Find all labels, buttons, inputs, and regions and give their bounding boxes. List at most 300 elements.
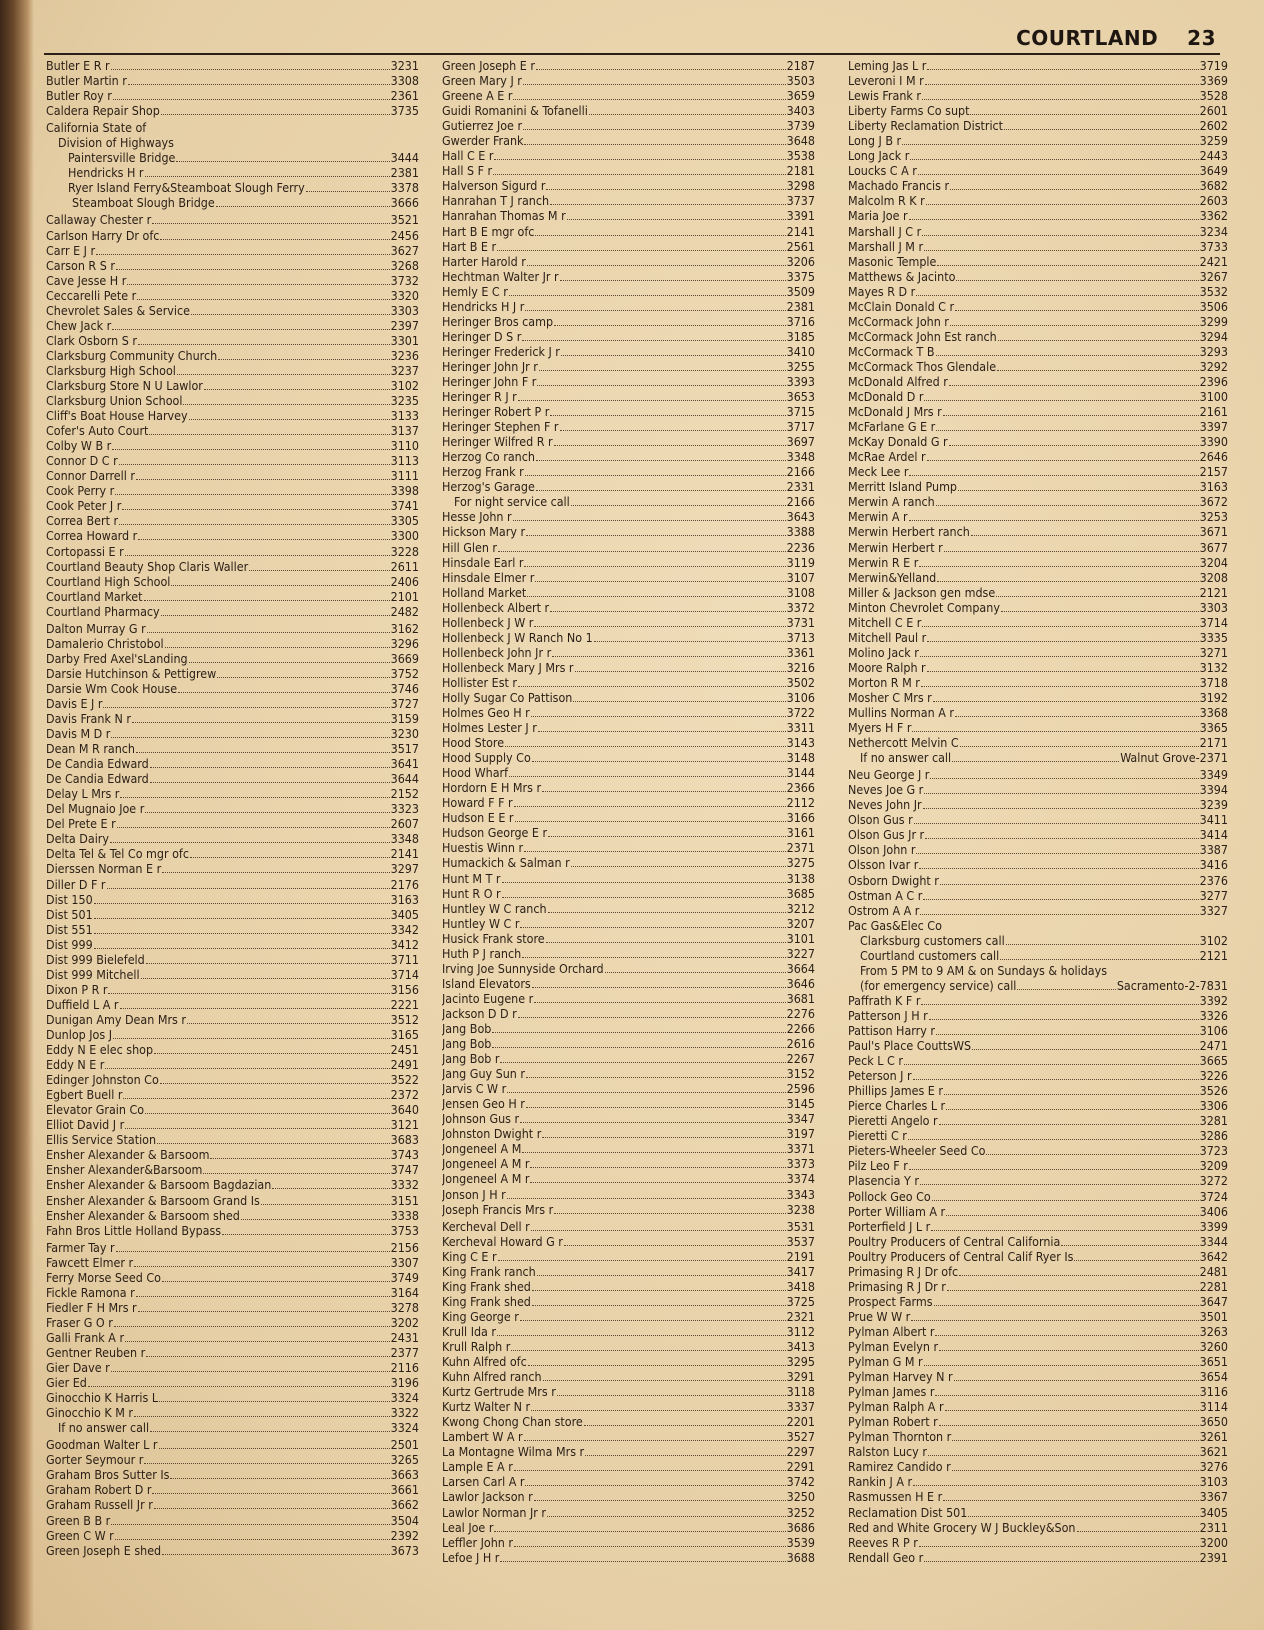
listing-name: Pattison Harry r (848, 1023, 935, 1038)
listing-number: 3749 (390, 1269, 419, 1285)
listing-name: Primasing R J Dr r (848, 1278, 946, 1294)
leader-dots (921, 676, 1199, 687)
listing-name: Morton R M r (848, 674, 920, 690)
listing-name: Dist 999 Mitchell (46, 966, 140, 982)
listing-number: 2112 (786, 795, 815, 811)
leader-dots (909, 209, 1199, 220)
listing-name: Moore Ralph r (848, 659, 926, 675)
listing-number: 3335 (1199, 629, 1228, 645)
listing-name: Kwong Chong Chan store (442, 1414, 583, 1430)
listing-name: Ensher Alexander & Barsoom (46, 1147, 210, 1163)
listing-row (46, 922, 419, 937)
leader-dots (217, 667, 389, 678)
listing-row (442, 1520, 815, 1535)
listing-number: 3295 (786, 1354, 815, 1370)
leader-dots (567, 209, 786, 220)
listing-row (442, 1126, 815, 1141)
listing-number: 3683 (390, 1132, 419, 1148)
listing-name: Goodman Walter L r (46, 1437, 158, 1453)
listing-row (46, 1543, 419, 1558)
listing-name: King George r (442, 1308, 519, 1324)
listing-row (46, 1027, 419, 1042)
listing-row (848, 705, 1228, 720)
listing-name: Cliff's Boat House Harvey (46, 408, 188, 424)
listing-row (442, 118, 815, 133)
leader-dots (120, 998, 390, 1009)
listing-row (442, 314, 815, 329)
listing-name: Pylman James r (848, 1384, 935, 1400)
listing-row (848, 1008, 1228, 1023)
listing-row (46, 681, 419, 696)
listing-row (46, 1315, 419, 1330)
leader-dots (554, 435, 786, 446)
listing-row (442, 1066, 815, 1081)
listing-number: 3731 (786, 614, 815, 630)
listing-number: 3641 (390, 756, 419, 772)
listing-number: 3390 (1199, 434, 1228, 450)
leader-dots (111, 727, 389, 738)
listing-number: 3722 (786, 705, 815, 721)
listing-name: Green B B r (46, 1512, 111, 1528)
leader-dots (116, 259, 390, 270)
listing-name: Davis E J r (46, 695, 103, 711)
listing-row (442, 404, 815, 419)
listing-name: Dean M R ranch (46, 741, 135, 757)
listing-row (442, 1444, 815, 1459)
listing-number: 3226 (1199, 1068, 1228, 1084)
listing-row (442, 810, 815, 825)
listing-row (46, 771, 419, 786)
leader-dots (165, 637, 390, 648)
listing-number: 3113 (390, 453, 419, 469)
listing-number: 3272 (1199, 1173, 1228, 1189)
listing-row (442, 434, 815, 449)
leader-dots (204, 379, 390, 390)
listing-number: 2276 (786, 1005, 815, 1021)
listing-row (46, 1042, 419, 1057)
listing-row (46, 1012, 419, 1027)
listing-row (848, 827, 1228, 842)
listing-name: Del Prete E r (46, 816, 116, 832)
leader-dots (955, 706, 1199, 717)
leader-dots (913, 1475, 1199, 1486)
leader-dots (560, 270, 786, 281)
listing-number: 3501 (1199, 1308, 1228, 1324)
listing-number: 3281 (1199, 1113, 1228, 1129)
listing-row (46, 483, 419, 498)
listing-name: Hart B E r (442, 238, 497, 254)
listing-name: Gorter Seymour r (46, 1452, 144, 1468)
listing-number: 3342 (390, 921, 419, 937)
leader-dots (502, 872, 786, 883)
listing-row (848, 118, 1228, 133)
listing-row (46, 1240, 419, 1255)
leader-dots (103, 697, 389, 708)
listing-number: 3267 (1199, 268, 1228, 284)
listing-row (46, 1117, 419, 1132)
listing-row (848, 1204, 1228, 1219)
leader-dots (605, 962, 786, 973)
listing-name: Hickson Mary r (442, 524, 526, 540)
listing-number: 3663 (390, 1467, 419, 1483)
listing-row (442, 1036, 815, 1051)
listing-name: Hesse John r (442, 509, 512, 525)
listing-number: 3107 (786, 569, 815, 585)
listing-number: 2166 (786, 464, 815, 480)
listing-name: Cofer's Auto Court (46, 423, 149, 439)
leader-dots (937, 571, 1198, 582)
listing-number: 2451 (390, 1042, 419, 1058)
listing-row (442, 1111, 815, 1126)
leader-dots (524, 841, 786, 852)
listing-number: 2366 (786, 780, 815, 796)
listing-number: 3327 (1199, 902, 1228, 918)
listing-name: Eddy N E elec shop (46, 1042, 154, 1058)
leader-dots (952, 1460, 1199, 1471)
listing-row (46, 756, 419, 771)
listing-row (848, 933, 1228, 948)
listing-row (442, 1279, 815, 1294)
listing-number: 3526 (1199, 1083, 1228, 1099)
leader-dots (110, 832, 390, 843)
listing-number: 3365 (1199, 720, 1228, 736)
listing-name: McRae Ardel r (848, 449, 926, 465)
listing-name: Jongeneel A M r (442, 1156, 530, 1172)
listing-row (848, 299, 1228, 314)
listing-name: Red and White Grocery W J Buckley&Son (848, 1519, 1076, 1535)
leader-dots (534, 616, 785, 627)
leader-dots (527, 586, 785, 597)
listing-number: 3192 (1199, 689, 1228, 705)
listing-number: 2616 (786, 1036, 815, 1052)
listing-row (848, 720, 1228, 735)
listing-number: 3332 (390, 1177, 419, 1193)
leader-dots (930, 768, 1198, 779)
listing-name: Heringer Stephen F r (442, 419, 559, 435)
leader-dots (134, 1256, 390, 1267)
listing-name: Hudson E E r (442, 810, 514, 826)
listing-name: Ensher Alexander & Barsoom Grand Is (46, 1192, 260, 1208)
leader-dots (147, 622, 390, 633)
listing-row (46, 303, 419, 318)
listing-row (46, 1057, 419, 1072)
listing-row (46, 393, 419, 408)
listing-number: 3344 (1199, 1233, 1228, 1249)
listing-name: Hendricks H r (68, 165, 144, 181)
listing-name: Pac Gas&Elec Co (848, 917, 942, 933)
listing-row (848, 389, 1228, 404)
listing-number: 3239 (1199, 797, 1228, 813)
listing-number: 3206 (786, 253, 815, 269)
listing-row (848, 903, 1228, 918)
listing-name: Paffrath K F r (848, 992, 921, 1008)
listing-name: Malcolm R K r (848, 193, 925, 209)
leader-dots (537, 1265, 786, 1276)
listing-number: 3299 (1199, 313, 1228, 329)
listing-number: 3265 (390, 1452, 419, 1468)
listing-row (46, 212, 419, 227)
leader-dots (554, 1203, 785, 1214)
listing-row (442, 901, 815, 916)
listing-number: 3387 (1199, 842, 1228, 858)
leader-dots (117, 817, 390, 828)
listing-row (46, 58, 419, 73)
listing-row (442, 1294, 815, 1309)
listing-number: 3204 (1199, 554, 1228, 570)
listing-name: McCormack John r (848, 313, 949, 329)
listing-row (442, 178, 815, 193)
listing-number: 3143 (786, 735, 815, 751)
listing-column-2 (442, 58, 815, 1565)
leader-dots (944, 541, 1199, 552)
listing-number: 3197 (786, 1126, 815, 1142)
listing-number: 3405 (390, 906, 419, 922)
leader-dots (542, 781, 786, 792)
listing-name: McKay Donald G r (848, 434, 948, 450)
listing-row (442, 479, 815, 494)
listing-name: Merwin A r (848, 509, 908, 525)
listing-row (848, 888, 1228, 903)
listing-name: Long J B r (848, 133, 902, 149)
listing-number: 2377 (390, 1344, 419, 1360)
leader-dots (932, 1190, 1199, 1201)
listing-name: Jang Bob r (442, 1051, 500, 1067)
listing-row (46, 1420, 419, 1435)
listing-row (848, 555, 1228, 570)
listing-number: 3349 (1199, 767, 1228, 783)
leader-dots (500, 1551, 785, 1562)
listing-row (442, 389, 815, 404)
listing-number: 2181 (786, 163, 815, 179)
leader-dots (518, 390, 786, 401)
leader-dots (543, 1370, 786, 1381)
listing-number: 3296 (390, 635, 419, 651)
listing-row (848, 419, 1228, 434)
leader-dots (154, 1043, 390, 1054)
listing-name: Chew Jack r (46, 317, 112, 333)
listing-number: 3388 (786, 524, 815, 540)
listing-number: 3238 (786, 1201, 815, 1217)
listing-number: 3209 (1199, 1158, 1228, 1174)
listing-name: Plasencia Y r (848, 1173, 919, 1189)
listing-row (848, 918, 1228, 933)
listing-name: Kuhn Alfred ofc (442, 1354, 527, 1370)
listing-name: Ryer Island Ferry&Steamboat Slough Ferry (68, 180, 305, 196)
leader-dots (945, 1400, 1199, 1411)
listing-number: 3152 (786, 1066, 815, 1082)
listing-row (848, 600, 1228, 615)
listing-name: Pylman Thornton r (848, 1429, 952, 1445)
listing-name: Darsie Wm Cook House (46, 680, 178, 696)
listing-row (848, 344, 1228, 359)
leader-dots (919, 858, 1198, 869)
listing-name: Holmes Lester J r (442, 720, 537, 736)
listing-number: 3322 (390, 1405, 419, 1421)
listing-row (46, 165, 419, 180)
listing-name: Clarksburg High School (46, 362, 176, 378)
listing-row (442, 570, 815, 585)
listing-number: 2321 (786, 1308, 815, 1324)
listing-name: Prue W W r (848, 1308, 911, 1324)
listing-name: McClain Donald C r (848, 298, 955, 314)
listing-row (848, 782, 1228, 797)
listing-name: Holland Market (442, 584, 527, 600)
listing-row (442, 976, 815, 991)
listing-row (46, 243, 419, 258)
listing-row (848, 873, 1228, 888)
listing-number: 3686 (786, 1519, 815, 1535)
leader-dots (114, 1316, 390, 1327)
listing-name: Farmer Tay r (46, 1239, 115, 1255)
listing-row (848, 1550, 1228, 1565)
listing-number: 3102 (390, 377, 419, 393)
listing-row (442, 208, 815, 223)
leader-dots (1077, 1521, 1199, 1532)
listing-row (46, 982, 419, 997)
page-number: 23 (1187, 26, 1216, 50)
listing-row (848, 1474, 1228, 1489)
listing-number: 3664 (786, 960, 815, 976)
listing-number: 2607 (390, 816, 419, 832)
listing-number: 2331 (786, 479, 815, 495)
listing-name: Merwin R E r (848, 554, 919, 570)
leader-dots (514, 1536, 786, 1547)
listing-name: Fawcett Elmer r (46, 1254, 134, 1270)
listing-row (46, 1375, 419, 1390)
listing-row (442, 1156, 815, 1171)
listing-name: King Frank shed (442, 1278, 531, 1294)
listing-row (46, 967, 419, 982)
leader-dots (936, 1024, 1199, 1035)
listing-number: 3347 (786, 1111, 815, 1127)
listing-number: 2116 (390, 1360, 419, 1376)
listing-name: Heringer Robert P r (442, 404, 550, 420)
listing-row (46, 498, 419, 513)
listing-row (848, 148, 1228, 163)
listing-name: Patterson J H r (848, 1007, 928, 1023)
leader-dots (112, 439, 389, 450)
leader-dots (509, 285, 786, 296)
listing-row (46, 468, 419, 483)
listing-number: 3307 (390, 1254, 419, 1270)
listing-number: 3405 (1199, 1504, 1228, 1520)
listing-name: Olson Gus Jr r (848, 827, 925, 843)
leader-dots (913, 1069, 1199, 1080)
leader-dots (526, 1067, 786, 1078)
listing-number: 3277 (1199, 887, 1228, 903)
listing-name: Graham Bros Sutter Is (46, 1467, 170, 1483)
listing-number: 3278 (390, 1299, 419, 1315)
listing-number: 2152 (390, 786, 419, 802)
listing-name: From 5 PM to 9 AM & on Sundays & holidays (860, 962, 1108, 978)
listing-row (46, 528, 419, 543)
listing-number: 3517 (390, 741, 419, 757)
listing-number: 3414 (1199, 827, 1228, 843)
listing-number: 3672 (1199, 494, 1228, 510)
listing-name: Fahn Bros Little Holland Bypass (46, 1222, 222, 1238)
leader-dots (532, 751, 786, 762)
leader-dots (522, 947, 785, 958)
listing-name: Division of Highways (58, 135, 174, 151)
listing-name: Hollenbeck Albert r (442, 599, 550, 615)
listing-name: Darsie Hutchinson & Pettigrew (46, 665, 217, 681)
listing-row (848, 1339, 1228, 1354)
leader-dots (526, 1097, 786, 1108)
listing-number: 3326 (1199, 1007, 1228, 1023)
listing-row (46, 288, 419, 303)
leader-dots (968, 1506, 1198, 1517)
leader-dots (924, 390, 1198, 401)
leader-dots (123, 1088, 389, 1099)
listing-number: 3118 (786, 1384, 815, 1400)
leader-dots (152, 1483, 389, 1494)
listing-name: Lample E A r (442, 1459, 513, 1475)
listing-number: 2171 (1199, 735, 1228, 751)
listing-column-3 (848, 58, 1228, 1565)
listing-number: 2482 (390, 603, 419, 619)
listing-name: Hollenbeck J W r (442, 614, 534, 630)
listing-name: Heringer Frederick J r (442, 343, 560, 359)
leader-dots (919, 1536, 1199, 1547)
listing-name: Gier Dave r (46, 1360, 110, 1376)
listing-number: 2561 (786, 238, 815, 254)
listing-row (442, 600, 815, 615)
leader-dots (561, 345, 786, 356)
leader-dots (96, 244, 390, 255)
leader-dots (513, 89, 785, 100)
listing-row (46, 1223, 419, 1238)
leader-dots (947, 1280, 1199, 1291)
listing-name: Graham Russell Jr r (46, 1497, 153, 1513)
listing-name: Leal Joe r (442, 1519, 494, 1535)
listing-number: 3148 (786, 750, 815, 766)
leader-dots (526, 525, 786, 536)
leader-dots (535, 225, 785, 236)
leader-dots (261, 1194, 390, 1205)
listing-row (442, 1096, 815, 1111)
listing-number: 3292 (1199, 358, 1228, 374)
listing-name: Dunlop Jos J (46, 1027, 112, 1042)
listing-number: 3212 (786, 900, 815, 916)
listing-name: Mayes R D r (848, 283, 916, 299)
leader-dots (1004, 119, 1199, 130)
listing-number: 3677 (1199, 539, 1228, 555)
listing-row (442, 329, 815, 344)
listing-number: 2166 (786, 494, 815, 510)
listing-number: 2371 (786, 840, 815, 856)
listing-row (848, 1384, 1228, 1399)
listing-row (442, 840, 815, 855)
listing-name: Ensher Alexander&Barsoom (46, 1162, 203, 1178)
listing-number: 3301 (390, 332, 419, 348)
listing-number: 3753 (390, 1222, 419, 1238)
listing-row (442, 1474, 815, 1489)
listing-name: Hill Glen r (442, 539, 498, 555)
listing-number: 3100 (1199, 389, 1228, 405)
listing-row (442, 88, 815, 103)
listing-number: 3737 (786, 193, 815, 209)
listing-number: 3305 (390, 513, 419, 529)
listing-number: 3714 (390, 966, 419, 982)
listing-name: Ensher Alexander & Barsoom Bagdazian (46, 1177, 272, 1193)
leader-dots (520, 1112, 786, 1123)
listing-number: 2141 (390, 846, 419, 862)
listing-number: 2161 (1199, 404, 1228, 420)
listing-name: Pylman Ralph A r (848, 1399, 944, 1415)
leader-dots (145, 166, 390, 177)
listing-row (46, 180, 419, 195)
listing-row (848, 103, 1228, 118)
